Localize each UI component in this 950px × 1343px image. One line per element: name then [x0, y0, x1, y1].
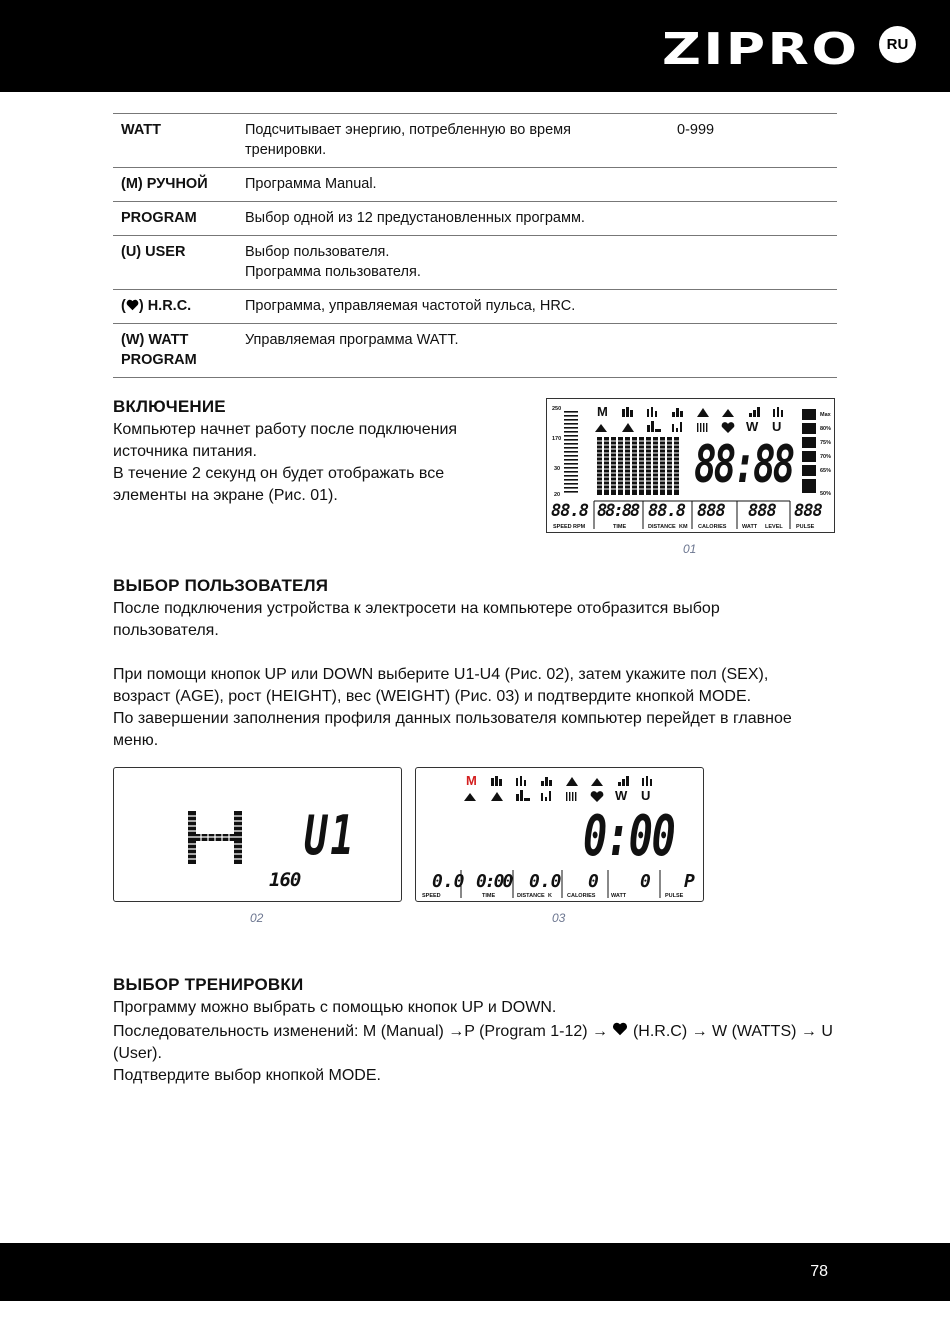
program-bar-grid: [597, 437, 679, 495]
lcd-label: SPEED: [553, 524, 572, 530]
lcd-label: WATT: [742, 524, 758, 530]
watt-readout: 0: [640, 871, 651, 892]
user-readout: U1: [304, 804, 357, 867]
table-cell-name: WATT: [113, 114, 237, 168]
watt-mode-letter: W: [615, 788, 628, 803]
pct-label: 70%: [820, 454, 832, 460]
lcd-figure-02: [113, 767, 402, 902]
table-row: [113, 202, 837, 236]
pct-label: 65%: [820, 468, 832, 474]
user-letter-graphic: [114, 768, 401, 901]
table-cell-range: [669, 290, 837, 324]
table-cell-name: (W) WATT PROGRAM: [113, 324, 237, 378]
lcd-label: CALORIES: [698, 524, 727, 530]
section-text-user-select-2: При помощи кнопок UP или DOWN выберите U1-U4 (Рис. 02), затем укажите пол (SEX), возраст (AGE), рост (HEIGHT), вес (WEIGHT) (Рис. 03) и подтвердите кнопкой MODE. По завершении заполнения профиля данных пользователя компьютер перейдет в главное меню.: [113, 666, 792, 749]
table-row: [113, 114, 837, 168]
section-title-workout-select: ВЫБОР ТРЕНИРОВКИ: [113, 975, 304, 994]
figure-caption: 02: [250, 911, 264, 925]
function-table: [113, 113, 837, 378]
table-cell-range: [669, 202, 837, 236]
lcd-label: LEVEL: [765, 524, 783, 530]
manual-mode-letter: M: [466, 773, 477, 788]
table-cell-description: Управляемая программа WATT.: [237, 324, 669, 378]
figure-caption: 01: [683, 542, 697, 556]
user-mode-letter: U: [641, 788, 651, 803]
table-cell-name: (M) РУЧНОЙ: [113, 168, 237, 202]
lcd-label: CALORIES: [567, 893, 596, 899]
lcd-label: PULSE: [665, 893, 684, 899]
language-badge: RU: [879, 26, 916, 63]
lcd-label: DISTANCE: [517, 893, 545, 899]
table-row: [113, 168, 837, 202]
section-text-user-select-1: После подключения устройства к электросети на компьютере отобразится выбор пользователя.: [113, 600, 720, 639]
heart-rate-scale: [564, 411, 578, 493]
speed-readout: 88.8: [551, 501, 588, 521]
lcd-label: SPEED: [422, 893, 441, 899]
pct-label: 80%: [820, 426, 832, 432]
pct-label: Max: [820, 412, 831, 418]
heart-icon: [126, 299, 139, 311]
section-text-power-on: Компьютер начнет работу после подключения источника питания. В течение 2 секунд он будет отображать все элементы на экране (Рис. 01).: [113, 421, 458, 504]
brand-logo: ZIPRO: [662, 24, 860, 75]
table-cell-description: Программа Manual.: [237, 168, 669, 202]
table-cell-range: 0-999: [669, 114, 837, 168]
scale-label: 170: [552, 436, 562, 442]
page-header: [0, 0, 950, 92]
section-text-workout-select-1: Программу можно выбрать с помощью кнопок UP и DOWN.: [113, 999, 557, 1016]
page-footer: [0, 1243, 950, 1301]
calories-readout: 0: [588, 871, 599, 892]
lcd-label: K: [548, 893, 552, 899]
heart-icon: [612, 1022, 628, 1036]
intensity-bars: [802, 409, 816, 493]
table-row: [113, 236, 837, 290]
lcd-label: TIME: [613, 524, 627, 530]
table-cell-range: [669, 324, 837, 378]
height-readout: 160: [269, 869, 301, 891]
table-cell-description: Программа, управляемая частотой пульса, HRC.: [237, 290, 669, 324]
lcd-label: WATT: [611, 893, 627, 899]
watt-readout: 888: [748, 501, 776, 521]
lcd-figure-01: [546, 398, 835, 533]
table-row: [113, 290, 837, 324]
lcd-label: KM: [679, 524, 688, 530]
table-cell-range: [669, 168, 837, 202]
lcd-label: DISTANCE: [648, 524, 676, 530]
section-text-workout-select-2: Последовательность изменений: M (Manual) →P (Program 1-12) → (H.R.C) → W (WATTS) → U (User). Подтвердите выбор кнопкой MODE.: [113, 1023, 833, 1084]
main-readout: 88:88: [694, 435, 793, 495]
table-cell-name: ( ) H.R.C.: [113, 290, 237, 324]
speed-readout: 0.0: [432, 871, 465, 892]
pct-label: 75%: [820, 440, 832, 446]
lcd-figure-03: [415, 767, 704, 902]
table-cell-description: Выбор пользователя. Программа пользователя.: [237, 236, 669, 290]
time-readout: 0:00: [476, 871, 512, 892]
table-cell-description: Подсчитывает энергию, потребленную во время тренировки.: [237, 114, 669, 168]
scale-label: 250: [552, 406, 562, 412]
table-cell-name: (U) USER: [113, 236, 237, 290]
distance-readout: 88.8: [648, 501, 685, 521]
table-cell-description: Выбор одной из 12 предустановленных программ.: [237, 202, 669, 236]
page-number: 78: [810, 1263, 828, 1280]
table-row: [113, 324, 837, 378]
scale-label: 30: [554, 466, 561, 472]
manual-mode-letter: M: [597, 404, 608, 419]
watt-mode-letter: W: [746, 419, 759, 434]
scale-label: 20: [554, 492, 561, 498]
lcd-label: TIME: [482, 893, 496, 899]
section-title-power-on: ВКЛЮЧЕНИЕ: [113, 397, 226, 416]
table-cell-name: PROGRAM: [113, 202, 237, 236]
pulse-readout: 888: [794, 501, 822, 521]
figure-caption: 03: [552, 911, 566, 925]
section-title-user-select: ВЫБОР ПОЛЬЗОВАТЕЛЯ: [113, 576, 329, 595]
table-cell-range: [669, 236, 837, 290]
pulse-readout: P: [684, 871, 695, 892]
user-mode-letter: U: [772, 419, 782, 434]
lcd-label: PULSE: [796, 524, 815, 530]
pct-label: 50%: [820, 491, 832, 497]
time-readout: 88:88: [597, 501, 639, 521]
calories-readout: 888: [697, 501, 725, 521]
distance-readout: 0.0: [529, 871, 562, 892]
main-readout: 0:00: [583, 804, 675, 869]
lcd-label: RPM: [573, 524, 586, 530]
